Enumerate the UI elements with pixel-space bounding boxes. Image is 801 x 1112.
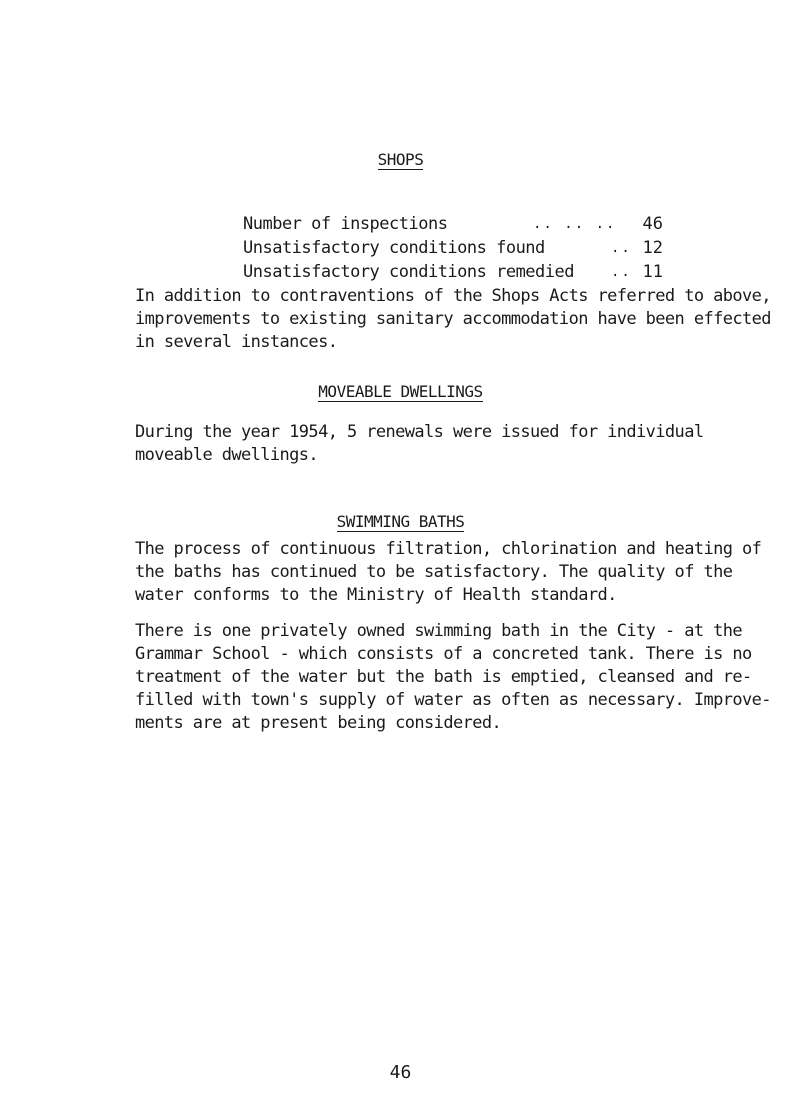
stat-leader-dots: .. .. ..	[533, 216, 617, 232]
swimming-baths-paragraph-1	[135, 538, 762, 607]
moveable-dwellings-heading: MOVEABLE DWELLINGS	[318, 382, 483, 401]
swimming-baths-paragraph-2	[135, 620, 771, 735]
text-line: improvements to existing sanitary accommodation have been effected	[135, 309, 771, 329]
stat-value: 46	[642, 214, 663, 234]
stat-value: 11	[642, 262, 663, 282]
text-line: ments are at present being considered.	[135, 713, 502, 733]
moveable-dwellings-paragraph	[135, 421, 745, 467]
stat-label: Unsatisfactory conditions remedied	[243, 262, 574, 282]
stat-label: Number of inspections	[243, 214, 448, 234]
text-line: During the year 1954, 5 renewals were issued for individual	[135, 422, 704, 442]
stat-row-inspections	[243, 212, 663, 236]
stat-row-found	[243, 236, 663, 260]
text-line: Grammar School - which consists of a concreted tank. There is no	[135, 644, 752, 664]
text-line: water conforms to the Ministry of Health standard.	[135, 585, 617, 605]
text-line: There is one privately owned swimming bath in the City - at the	[135, 621, 742, 641]
page-number: 46	[389, 1062, 412, 1083]
shops-heading: SHOPS	[377, 150, 424, 169]
text-line: in several instances.	[135, 332, 338, 352]
stat-leader-dots: ..	[611, 264, 632, 280]
shops-paragraph	[135, 285, 771, 354]
stat-value: 12	[642, 238, 663, 258]
stat-row-remedied	[243, 260, 663, 284]
swimming-baths-heading: SWIMMING BATHS	[336, 512, 465, 531]
text-line: the baths has continued to be satisfactory. The quality of the	[135, 562, 733, 582]
text-line: In addition to contraventions of the Shops Acts referred to above,	[135, 286, 771, 306]
shops-stats	[243, 212, 663, 284]
text-line: The process of continuous filtration, chlorination and heating of	[135, 539, 762, 559]
text-line: moveable dwellings.	[135, 445, 319, 465]
stat-leader-dots: ..	[611, 240, 632, 256]
stat-label: Unsatisfactory conditions found	[243, 238, 545, 258]
text-line: treatment of the water but the bath is emptied, cleansed and re-	[135, 667, 752, 687]
text-line: filled with town's supply of water as often as necessary. Improve-	[135, 690, 771, 710]
